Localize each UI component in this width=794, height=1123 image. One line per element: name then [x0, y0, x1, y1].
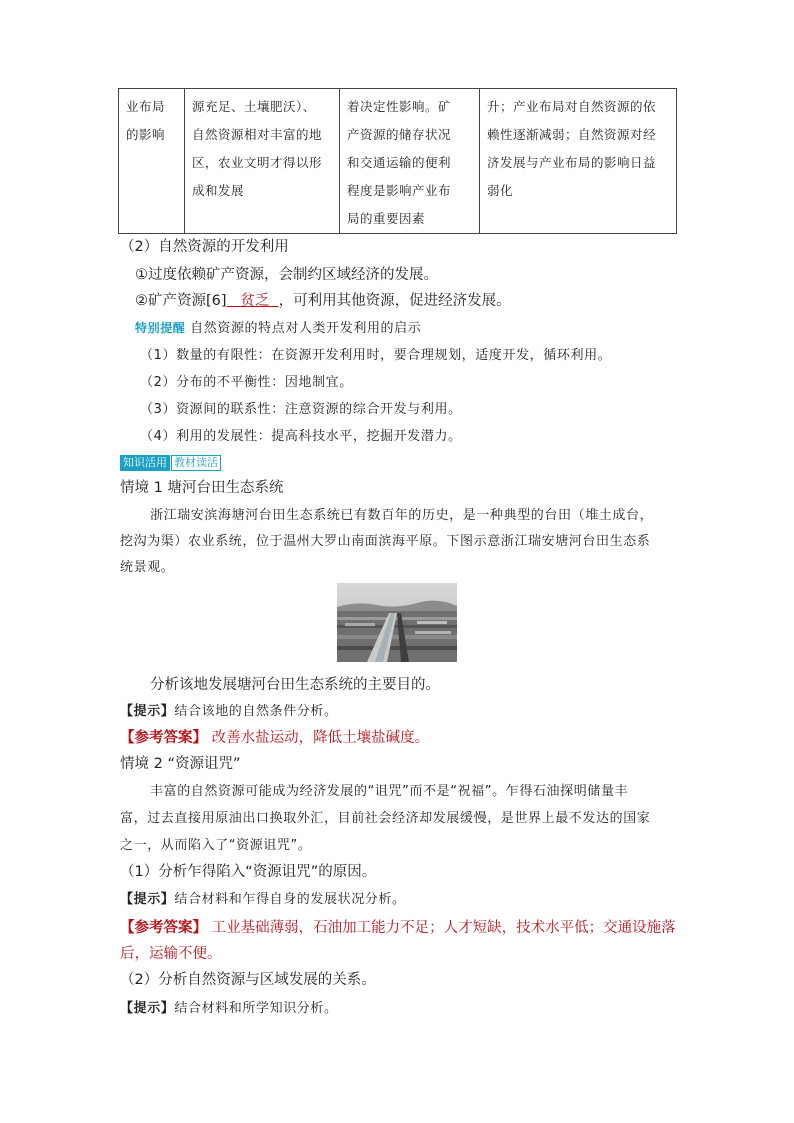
answer-text: 工业基础薄弱，石油加工能力不足；人才短缺，技术水平低；交通设施落	[207, 920, 676, 936]
section-heading: （2）自然资源的开发利用	[120, 239, 289, 255]
fill-blank-answer: 贫乏	[226, 293, 279, 309]
tip-item: （2）分布的不平衡性：因地制宜。	[140, 375, 353, 390]
cell-line: 的影响	[126, 127, 166, 142]
cell-line: 着决定性影响。矿	[347, 99, 452, 114]
hint-label: 【提示】	[120, 1001, 175, 1016]
table-cell	[119, 89, 185, 234]
tip-item: （3）资源间的联系性：注意资源的综合开发与利用。	[140, 402, 462, 417]
tip-item: （4）利用的发展性：提高科技水平，挖掘开发潜力。	[140, 429, 462, 444]
cell-line: 源充足、土壤肥沃）、	[192, 99, 316, 114]
cell-line: 业布局	[126, 99, 166, 114]
section-tags	[120, 451, 221, 471]
cell-line: 升；产业布局对自然资源的依	[487, 99, 657, 114]
cell-line: 弱化	[487, 183, 514, 198]
hint-line	[120, 700, 338, 719]
hint-line	[120, 997, 338, 1016]
hint-label: 【提示】	[120, 892, 175, 907]
case-paragraph-line: 浙江瑞安滨海塘河台田生态系统已有数百年的历史，是一种典型的台田（堆土成台，	[150, 508, 654, 523]
tip-title-line	[135, 317, 421, 336]
case-paragraph-line: 统景观。	[120, 560, 175, 575]
landscape-photo	[337, 583, 457, 662]
knowledge-tag: 知识活用	[120, 455, 170, 471]
hint-text: 结合材料和乍得自身的发展状况分析。	[174, 892, 406, 907]
case-paragraph-line: 富，过去直接用原油出口换取外汇，目前社会经济却发展缓慢，是世界上最不发达的国家	[120, 811, 651, 826]
question: （2）分析自然资源与区域发展的关系。	[120, 972, 376, 988]
hint-label: 【提示】	[120, 704, 175, 719]
list-item	[135, 289, 511, 310]
case-paragraph-line: 丰富的自然资源可能成为经济发展的“诅咒”而不是“祝福”。乍得石油探明储量丰	[150, 784, 629, 799]
cell-line: 程度是影响产业布	[347, 183, 452, 198]
case-paragraph-line: 挖沟为渠）农业系统，位于温州大罗山南面滨海平原。下图示意浙江瑞安塘河台田生态系	[120, 534, 651, 549]
cell-line: 赖性逐渐减弱；自然资源对经	[487, 127, 657, 142]
question: 分析该地发展塘河台田生态系统的主要目的。	[150, 677, 440, 693]
cell-line: 成和发展	[192, 183, 245, 198]
tip-title: 自然资源的特点对人类开发利用的启示	[190, 321, 422, 336]
hint-line	[120, 888, 406, 907]
case-title: 情境 2 “资源诅咒”	[120, 756, 241, 772]
cell-line: 区，农业文明才得以形	[192, 155, 323, 170]
tip-badge: 特别提醒	[135, 321, 186, 335]
resource-table	[118, 88, 677, 234]
cell-line: 济发展与产业布局的影响日益	[487, 155, 657, 170]
table-cell	[185, 89, 340, 234]
table-cell	[480, 89, 677, 234]
list-item: ①过度依赖矿产资源，会制约区域经济的发展。	[135, 267, 438, 283]
table-cell	[340, 89, 480, 234]
hint-text: 结合该地的自然条件分析。	[174, 704, 338, 719]
item-text: ②矿产资源[6]	[135, 293, 227, 309]
landscape-photo-icon	[337, 583, 457, 662]
cell-line: 产资源的储存状况	[347, 127, 452, 142]
answer-label: 【参考答案】	[120, 920, 207, 936]
answer-label: 【参考答案】	[120, 730, 207, 746]
table-row	[119, 89, 677, 234]
cell-line: 自然资源相对丰富的地	[192, 127, 323, 142]
answer-line	[120, 916, 676, 937]
cell-line: 局的重要因素	[347, 211, 426, 226]
item-text: ，可利用其他资源，促进经济发展。	[278, 293, 511, 309]
answer-line	[120, 726, 429, 747]
tip-item: （1）数量的有限性：在资源开发利用时，要合理规划，适度开发，循环利用。	[140, 348, 612, 363]
answer-continuation: 后，运输不便。	[120, 946, 222, 962]
answer-text: 改善水盐运动，降低土壤盐碱度。	[207, 730, 430, 746]
cell-line: 和交通运输的便利	[347, 155, 452, 170]
textbook-tag: 教材读活	[171, 455, 221, 471]
case-paragraph-line: 之一，从而陷入了“资源诅咒”。	[120, 838, 312, 853]
hint-text: 结合材料和所学知识分析。	[174, 1001, 338, 1016]
question: （1）分析乍得陷入“资源诅咒”的原因。	[120, 864, 377, 880]
case-title: 情境 1 塘河台田生态系统	[120, 480, 284, 496]
